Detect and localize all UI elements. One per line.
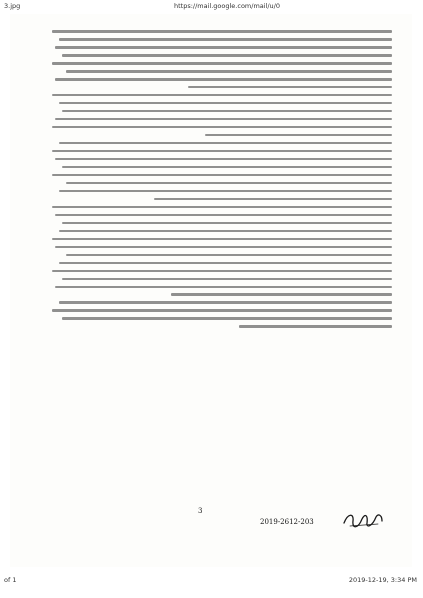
text-line-placeholder [52, 150, 392, 153]
text-line-placeholder [52, 30, 392, 33]
text-line-placeholder [59, 230, 392, 233]
text-line-placeholder [62, 222, 392, 225]
text-line-placeholder [55, 246, 392, 249]
handwritten-signature [340, 509, 386, 531]
text-line-placeholder [59, 102, 392, 105]
text-line-placeholder [62, 278, 392, 281]
text-line-placeholder [62, 317, 392, 320]
text-line-placeholder [205, 134, 392, 137]
text-line-placeholder [52, 174, 392, 177]
print-url: https://mail.google.com/mail/u/0 [174, 2, 281, 10]
text-line-placeholder [59, 190, 392, 193]
text-line-placeholder [154, 198, 392, 201]
text-line-placeholder [62, 110, 392, 113]
print-header [4, 2, 419, 14]
text-line-placeholder [59, 262, 392, 265]
text-line-placeholder [52, 126, 392, 129]
text-line-placeholder [55, 78, 392, 81]
text-line-placeholder [62, 166, 392, 169]
document-text-placeholder [52, 30, 392, 500]
text-line-placeholder [62, 54, 392, 57]
text-line-placeholder [188, 86, 392, 89]
text-line-placeholder [66, 254, 392, 257]
text-line-placeholder [55, 158, 392, 161]
text-line-placeholder [66, 182, 392, 185]
text-line-placeholder [52, 238, 392, 241]
text-line-placeholder [52, 309, 392, 312]
text-line-placeholder [171, 293, 392, 296]
text-line-placeholder [59, 301, 392, 304]
text-line-placeholder [55, 214, 392, 217]
text-line-placeholder [55, 286, 392, 289]
text-line-placeholder [52, 94, 392, 97]
text-line-placeholder [59, 142, 392, 145]
print-page-count: of 1 [4, 576, 17, 584]
text-line-placeholder [52, 206, 392, 209]
text-line-placeholder [55, 118, 392, 121]
text-line-placeholder [239, 325, 392, 328]
page-number: 3 [198, 507, 203, 515]
text-line-placeholder [52, 270, 392, 273]
print-page-label: 3.jpg [4, 2, 21, 10]
print-timestamp: 2019-12-19, 3:34 PM [348, 576, 417, 584]
document-reference: 2019-2612-203 [260, 518, 314, 526]
text-line-placeholder [52, 62, 392, 65]
print-footer [4, 576, 419, 590]
scanned-page [10, 14, 412, 567]
text-line-placeholder [66, 70, 392, 73]
text-line-placeholder [55, 46, 392, 49]
text-line-placeholder [59, 38, 392, 41]
